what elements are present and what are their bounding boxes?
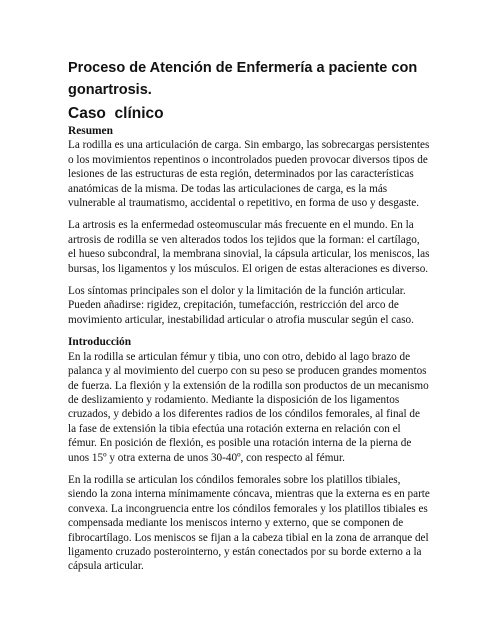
document-subtitle: Caso clínico	[68, 105, 164, 122]
paragraph: La artrosis es la enfermedad osteomuscular más frecuente en el mundo. En la artrosis de rodilla se ven alterados todos los tejidos que la forman: el cartílago, el hueso subcondral, la membrana sinovial, la cápsula articular, los meniscos, las bursas, los ligamentos y los músculos. El origen de estas alteraciones es diverso.	[68, 219, 430, 275]
paragraph: En la rodilla se articulan los cóndilos femorales sobre los platillos tibiales, siendo la zona interna mínimamente cóncava, mientras que la externa es en parte convexa. La incongruencia entre los cóndilos femorales y los platillos tibiales es compensada mediante los meniscos interno y externo, que se componen de fibrocartílago. Los meniscos se fijan a la cabeza tibial en la zona de arranque del ligamento cruzado posterointerno, y están conectados por su borde externo a la cápsula articular.	[68, 473, 430, 573]
section-heading-resumen: Resumen	[68, 125, 113, 137]
section-heading-introduccion: Introducción	[68, 336, 132, 349]
section-introduccion	[68, 335, 430, 574]
paragraph: Los síntomas principales son el dolor y la limitación de la función articular. Pueden añadirse: rigidez, crepitación, tumefacción, restricción del arco de movimiento articular, inestabilidad articular o atrofia muscular según el caso.	[68, 285, 414, 326]
section-resumen	[68, 124, 430, 327]
document-body	[68, 124, 430, 582]
document-title: Proceso de Atención de Enfermería a paciente con gonartrosis.	[68, 60, 418, 98]
paragraph: En la rodilla se articulan fémur y tibia, uno con otro, debido al lago brazo de palanca y al movimiento del cuerpo con su peso se producen grandes momentos de fuerza. La flexión y la extensión de la rodilla son productos de un mecanismo de deslizamiento y rodamiento. Mediante la disposición de los ligamentos cruzados, y debido a los diferentes radios de los cóndilos femorales, al final de la fase de extensión la tibia efectúa una rotación externa en relación con el fémur. En posición de flexión, es posible una rotación interna de la pierna de unos 15º y otra externa de unos 30-40º, con respecto al fémur.	[68, 350, 429, 464]
paragraph: La rodilla es una articulación de carga. Sin embargo, las sobrecargas persistentes o los movimientos repentinos o incontrolados pueden provocar diversos tipos de lesiones de las estructuras de esta región, determinados por las características anatómicas de la misma. De todas las articulaciones de carga, es la más vulnerable al traumatismo, accidental o repetitivo, en forma de uso y desgaste.	[68, 139, 430, 210]
